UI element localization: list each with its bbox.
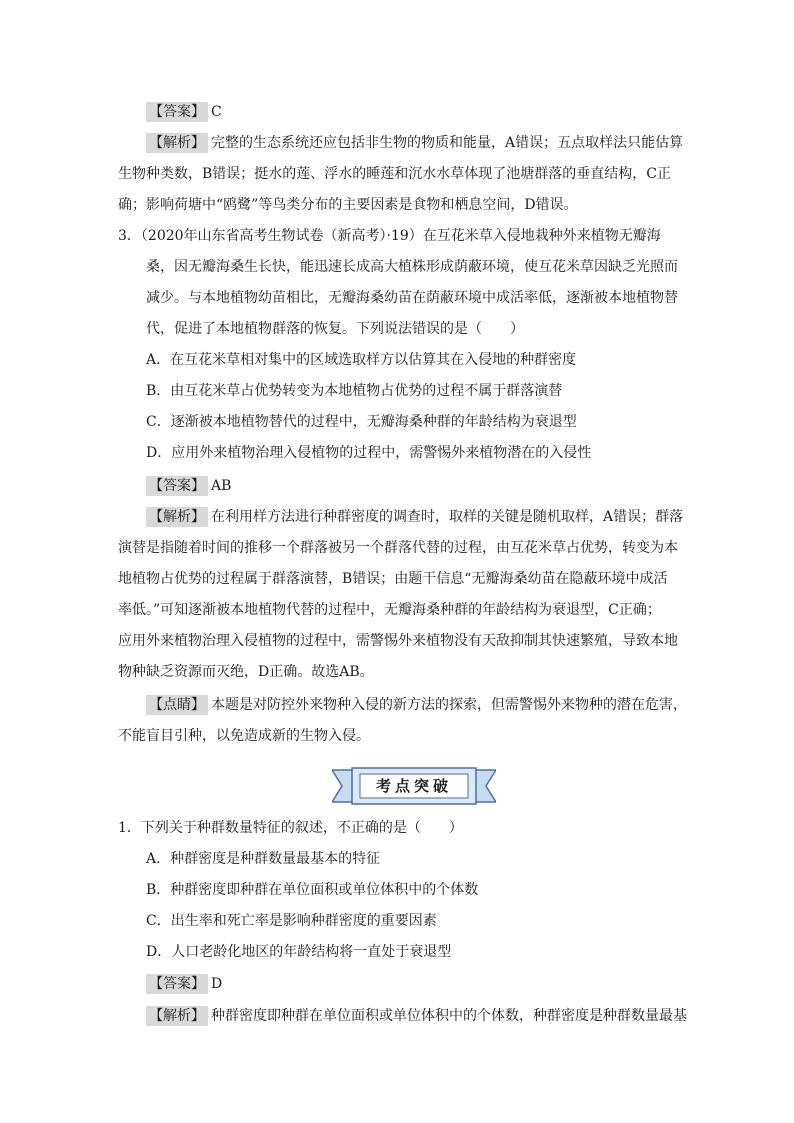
analysis-text: 在利用样方法进行种群密度的调查时，取样的关键是随机取样，A错误；群落	[211, 509, 684, 525]
question-stem: 桑，因无瓣海桑生长快，能迅速长成高大植株形成荫蔽环境，使互花米草因缺乏光照而	[146, 259, 678, 275]
banner-title: 考点突破	[375, 777, 452, 795]
analysis-text: 率低。”可知逐渐被本地植物代替的过程中，无瓣海桑种群的年龄结构为衰退型，C正确；	[118, 602, 661, 618]
analysis-text: 物种缺乏资源而灭绝，D正确。故选AB。	[118, 664, 374, 680]
option-a: A．种群密度是种群数量最基本的特征	[146, 851, 381, 867]
question-stem: 减少。与本地植物幼苗相比，无瓣海桑幼苗在荫蔽环境中成活率低，逐渐被本地植物替	[146, 290, 678, 306]
answer-line	[146, 102, 222, 122]
analysis-text: 生物种类数，B错误；挺水的莲、浮水的睡莲和沉水水草体现了池塘群落的垂直结构，C正	[118, 166, 671, 182]
comment-text: 不能盲目引种，以免造成新的生物入侵。	[118, 728, 370, 744]
option-d: D．应用外来植物治理入侵植物的过程中，需警惕外来植物潜在的入侵性	[146, 445, 592, 461]
option-b: B．由互花米草占优势转变为本地植物占优势的过程不属于群落演替	[146, 383, 563, 399]
option-a: A．在互花米草相对集中的区域选取样方以估算其在入侵地的种群密度	[146, 352, 577, 368]
answer-line	[146, 476, 231, 496]
analysis-text: 应用外来植物治理入侵植物的过程中，需警惕外来植物没有天敌抑制其快速繁殖，导致本地	[118, 633, 678, 649]
answer-value: D	[211, 976, 223, 992]
analysis-tag: 【解析】	[146, 133, 208, 153]
analysis-line	[146, 507, 683, 527]
answer-value: AB	[211, 478, 232, 494]
question-stem: 3．（2020年山东省高考生物试卷（新高考）·19）在互花米草入侵地栽种外来植物无瓣海	[118, 228, 661, 244]
analysis-line	[146, 1006, 687, 1026]
answer-tag: 【答案】	[146, 974, 208, 994]
analysis-line	[146, 133, 683, 153]
comment-text: 本题是对防控外来物种入侵的新方法的探索，但需警惕外来物种的潜在危害，	[211, 697, 687, 713]
option-c: C．逐渐被本地植物替代的过程中，无瓣海桑种群的年龄结构为衰退型	[146, 414, 577, 430]
analysis-tag: 【解析】	[146, 507, 208, 527]
answer-line	[146, 974, 222, 994]
comment-tag: 【点睛】	[146, 695, 208, 715]
answer-tag: 【答案】	[146, 102, 208, 122]
analysis-tag: 【解析】	[146, 1006, 208, 1026]
analysis-text: 地植物占优势的过程属于群落演替，B错误；由题干信息“无瓣海桑幼苗在隐蔽环境中成活	[118, 571, 668, 587]
analysis-text: 种群密度即种群在单位面积或单位体积中的个体数，种群密度是种群数量最基	[211, 1008, 687, 1024]
answer-tag: 【答案】	[146, 476, 208, 496]
option-c: C．出生率和死亡率是影响种群密度的重要因素	[146, 913, 437, 929]
question-stem: 1．下列关于种群数量特征的叙述，不正确的是（ ）	[118, 820, 463, 836]
option-b: B．种群密度即种群在单位面积或单位体积中的个体数	[146, 882, 479, 898]
comment-line	[146, 695, 687, 715]
answer-value: C	[211, 104, 222, 120]
analysis-text: 确；影响荷塘中“鸥鹭”等鸟类分布的主要因素是食物和栖息空间，D错误。	[118, 197, 578, 213]
analysis-text: 完整的生态系统还应包括非生物的物质和能量，A错误；五点取样法只能估算	[211, 135, 684, 151]
option-d: D．人口老龄化地区的年龄结构将一直处于衰退型	[146, 944, 452, 960]
question-stem: 代，促进了本地植物群落的恢复。下列说法错误的是（ ）	[146, 321, 524, 337]
analysis-text: 演替是指随着时间的推移一个群落被另一个群落代替的过程，由互花米草占优势，转变为本	[118, 540, 678, 556]
section-banner	[332, 766, 496, 806]
